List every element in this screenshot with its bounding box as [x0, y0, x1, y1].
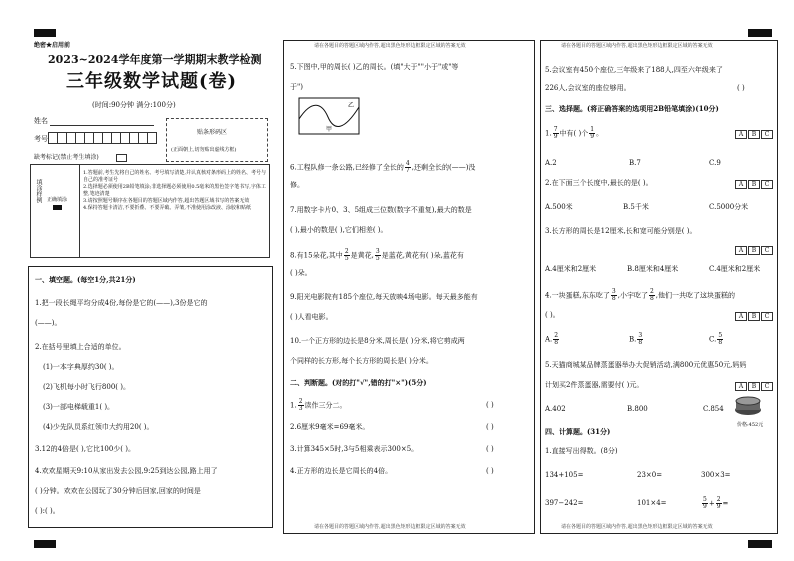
calc-1: 134+105= [545, 471, 584, 479]
q8-line2: ( )朵。 [290, 269, 312, 277]
name-field[interactable] [50, 125, 154, 126]
choice-2-bubbles[interactable] [735, 180, 775, 188]
calc-3: 300×3= [701, 471, 731, 479]
egg-steamer-image [733, 393, 763, 417]
perimeter-figure [298, 97, 360, 135]
secret-label: 绝密★启用前 [34, 42, 71, 49]
choice-5-bubbles[interactable] [735, 382, 775, 390]
judge-5-line2: 226人,会议室的座位够用。 [545, 84, 631, 92]
registration-mark [34, 29, 56, 37]
warning-top: 请在各题目的答题区域内作答,超出黑色矩形边框限定区域的答案无效 [314, 43, 466, 49]
choice-2-option-c: C.5000分米 [709, 203, 749, 211]
q2-item2: (2)飞机每小时飞行800( )。 [43, 383, 130, 391]
calc-subtitle: 1.直接写出得数。(8分) [545, 447, 618, 455]
q5-line2: 于") [290, 83, 303, 91]
q2-item3: (3)一部电梯载重1( )。 [43, 403, 115, 411]
choice-4-bubbles[interactable] [735, 312, 775, 320]
q6-line2: 修。 [290, 181, 304, 189]
section-calc-title: 四、计算题。(31分) [545, 427, 611, 436]
note-item: 3.请按照题号顺序在各题目的答题区域内作答,超出答题区域书写的答案无效 [83, 198, 250, 204]
choice-1-option-b: B.7 [629, 159, 641, 167]
exam-name: 2023~2024学年度第一学期期末教学检测 [48, 53, 262, 66]
notes-box [30, 164, 270, 258]
choice-4-option-a: A. $\frac{2}{8}$ [545, 332, 559, 346]
price-tag: 价格:452元 [737, 422, 764, 428]
warning-top: 请在各题目的答题区域内作答,超出黑色矩形边框限定区域的答案无效 [561, 43, 713, 49]
judge-4: 4.正方形的边长是它周长的4倍。 [290, 467, 393, 475]
id-digit-boxes[interactable] [48, 132, 158, 144]
fig-label-yi: 乙 [348, 102, 355, 109]
choice-2-option-b: B.5千米 [623, 203, 649, 211]
name-label: 姓名 [34, 117, 48, 125]
choice-2-option-a: A.500米 [545, 203, 573, 211]
choice-2: 2.在下面三个长度中,最长的是( )。 [545, 179, 653, 187]
bubble-c: C [761, 130, 773, 139]
choice-4-option-c: C. $\frac{5}{8}$ [709, 332, 723, 346]
correct-fill-sample [53, 205, 62, 210]
section-fill-in-title: 一、填空题。(每空1分,共21分) [35, 275, 136, 284]
q4-line3: ( ):( )。 [35, 507, 60, 515]
bubble-b: B [748, 130, 760, 139]
choice-3-option-b: B.8厘米和4厘米 [627, 265, 679, 273]
barcode-title: 贴条形码区 [197, 129, 228, 136]
choice-3: 3.长方形的周长是12厘米,长和宽可能分别是( )。 [545, 227, 697, 235]
bubble-b: B [748, 382, 760, 391]
absent-mark-box[interactable] [116, 154, 127, 162]
registration-mark [34, 540, 56, 548]
absent-mark-label: 缺考标记(禁止考生填涂) [34, 154, 99, 161]
choice-3-option-a: A.4厘米和2厘米 [545, 265, 597, 273]
note-item: 1.答题前,考生先将自己的姓名、考号填写清楚,并认真核对条形码上的姓名、考号与自己的准考证号 [83, 170, 266, 183]
bubble-a: A [735, 382, 747, 391]
judge-1-answer[interactable]: ( ) [486, 401, 494, 409]
q2-item4: (4)少先队员系红领巾大约用20( )。 [43, 423, 154, 431]
bubble-c: C [761, 246, 773, 255]
section-choice-title: 三、选择题。(将正确答案的选项用2B铅笔填涂)(10分) [545, 104, 719, 113]
choice-1: 1. $\frac{7}{9}$ 中有( )个 $\frac{1}{9}$ 。 [545, 126, 604, 140]
q2-item1: (1)一本字典厚约30( )。 [43, 363, 119, 371]
judge-3-answer[interactable]: ( ) [486, 445, 494, 453]
bubble-c: C [761, 312, 773, 321]
choice-5-line1: 5.天猫商城某品牌蒸蛋器举办大促销活动,满800元优惠50元,妈妈 [545, 361, 747, 369]
bubble-b: B [748, 246, 760, 255]
judge-4-answer[interactable]: ( ) [486, 467, 494, 475]
bubble-c: C [761, 382, 773, 391]
choice-3-option-c: C.4厘米和2厘米 [709, 265, 761, 273]
q4-line2: ( )分钟。欢欢在公园玩了30分钟后回家,回家的时间是 [35, 487, 201, 495]
bubble-a: A [735, 180, 747, 189]
registration-mark [748, 540, 772, 548]
answer-region-fill-in [28, 266, 273, 528]
answer-region-col2 [283, 40, 535, 534]
bubble-a: A [735, 130, 747, 139]
q3: 3.12的4倍是( ),它比100少( )。 [35, 445, 135, 453]
choice-5-option-c: C.854 [703, 405, 724, 413]
choice-3-bubbles[interactable] [735, 246, 775, 254]
page-title: 三年级数学试题(卷) [66, 71, 238, 92]
judge-2-answer[interactable]: ( ) [486, 423, 494, 431]
q10-line1: 10.一个正方形的边长是8分米,周长是( )分米,将它剪成两 [290, 337, 465, 345]
registration-mark [748, 29, 772, 37]
warning-bottom: 请在各题目的答题区域内作答,超出黑色矩形边框限定区域的答案无效 [314, 524, 466, 530]
choice-4-option-b: B. $\frac{3}{8}$ [629, 332, 643, 346]
barcode-area [166, 118, 268, 162]
bubble-b: B [748, 180, 760, 189]
judge-2: 2.6厘米9毫米=69毫米。 [290, 423, 370, 431]
q9-line1: 9.阳光电影院有185个座位,每天放映4场电影。每天最多能有 [290, 293, 478, 301]
bubble-a: A [735, 312, 747, 321]
calc-4: 397−242= [545, 499, 584, 507]
q1-line1: 1.把一段长绳平均分成4份,每份是它的(——),3份是它的 [35, 299, 208, 307]
q1-line2: (——)。 [35, 319, 62, 327]
notes-list [83, 170, 266, 212]
bubble-c: C [761, 180, 773, 189]
calc-2: 23×0= [637, 471, 663, 479]
calc-5: 101×4= [637, 499, 667, 507]
bubble-a: A [735, 246, 747, 255]
choice-1-option-c: C.9 [709, 159, 721, 167]
note-item: 4.保持答题卡清洁,不要折叠、不要弄破、弄皱,不准使用涂改液、涂胶和贴纸 [83, 205, 251, 211]
note-item: 2.选择题必须使用2B铅笔填涂;非选择题必须使用0.5毫米的黑色签字笔书写,字体工整,笔迹清楚 [83, 184, 266, 197]
q2-title: 2.在括号里填上合适的单位。 [35, 343, 126, 351]
choice-5-option-b: B.800 [627, 405, 648, 413]
fig-label-jia: 甲 [326, 126, 333, 133]
judge-5-line1: 5.会议室有450个座位,三年级来了188人,四至六年级来了 [545, 66, 723, 74]
section-judgment-title: 二、判断题。(对的打"√",错的打"×")(5分) [290, 378, 427, 387]
q9-line2: ( )人看电影。 [290, 313, 333, 321]
barcode-note: (正面朝上,切勿贴出虚线方框) [171, 147, 237, 153]
q6-line1: 6.工程队修一条公路,已经修了全长的 $\frac{4}{7}$ ,还剩全长的(——)没 [290, 160, 476, 174]
choice-5-option-a: A.402 [545, 405, 566, 413]
q8-line1: 8.有15朵花,其中 $\frac{2}{5}$ 是黄花, $\frac{3}{5}$ 是蓝花,黄花有( )朵,蓝花有 [290, 248, 464, 262]
time-score: (时间:90分钟 满分:100分) [92, 101, 176, 109]
id-label: 考号 [34, 135, 48, 143]
judge-1: 1. $\frac{2}{3}$ 读作三分二。 [290, 398, 347, 412]
choice-1-option-a: A.2 [545, 159, 557, 167]
answer-region-col3 [540, 40, 778, 534]
q7-line1: 7.用数字卡片0、3、5组成三位数(数字不重复),最大的数是 [290, 206, 472, 214]
judge-3: 3.计算345×5时,3与5相乘表示300×5。 [290, 445, 419, 453]
choice-4-line1: 4.一块蛋糕,东东吃了 $\frac{3}{8}$ ,小宇吃了 $\frac{2}{8}$ ,他们一共吃了这块蛋糕的 [545, 288, 736, 302]
bubble-b: B [748, 312, 760, 321]
choice-5-line2: 计划买2件蒸蛋器,需要付( )元。 [545, 381, 644, 389]
fill-example-label: 填涂样例 [35, 179, 42, 203]
correct-fill-label: 正确填涂 [47, 197, 68, 203]
q10-line2: 个同样的长方形,每个长方形的周长是( )分米。 [290, 357, 433, 365]
choice-1-bubbles[interactable] [735, 130, 775, 138]
q7-line2: ( ),最小的数是( ),它们相差( )。 [290, 226, 388, 234]
calc-6: $\frac{5}{9}$ + $\frac{2}{9}$ = [703, 496, 729, 510]
q5-line1: 5.下图中,甲的周长( )乙的周长。(填"大于""小于"或"等 [290, 63, 459, 71]
judge-5-answer[interactable]: ( ) [737, 84, 745, 92]
q4-line1: 4.欢欢星期天9:10从家出发去公园,9:25到达公园,路上用了 [35, 467, 218, 475]
choice-4-line2: ( )。 [545, 311, 560, 319]
warning-bottom: 请在各题目的答题区域内作答,超出黑色矩形边框限定区域的答案无效 [561, 524, 713, 530]
